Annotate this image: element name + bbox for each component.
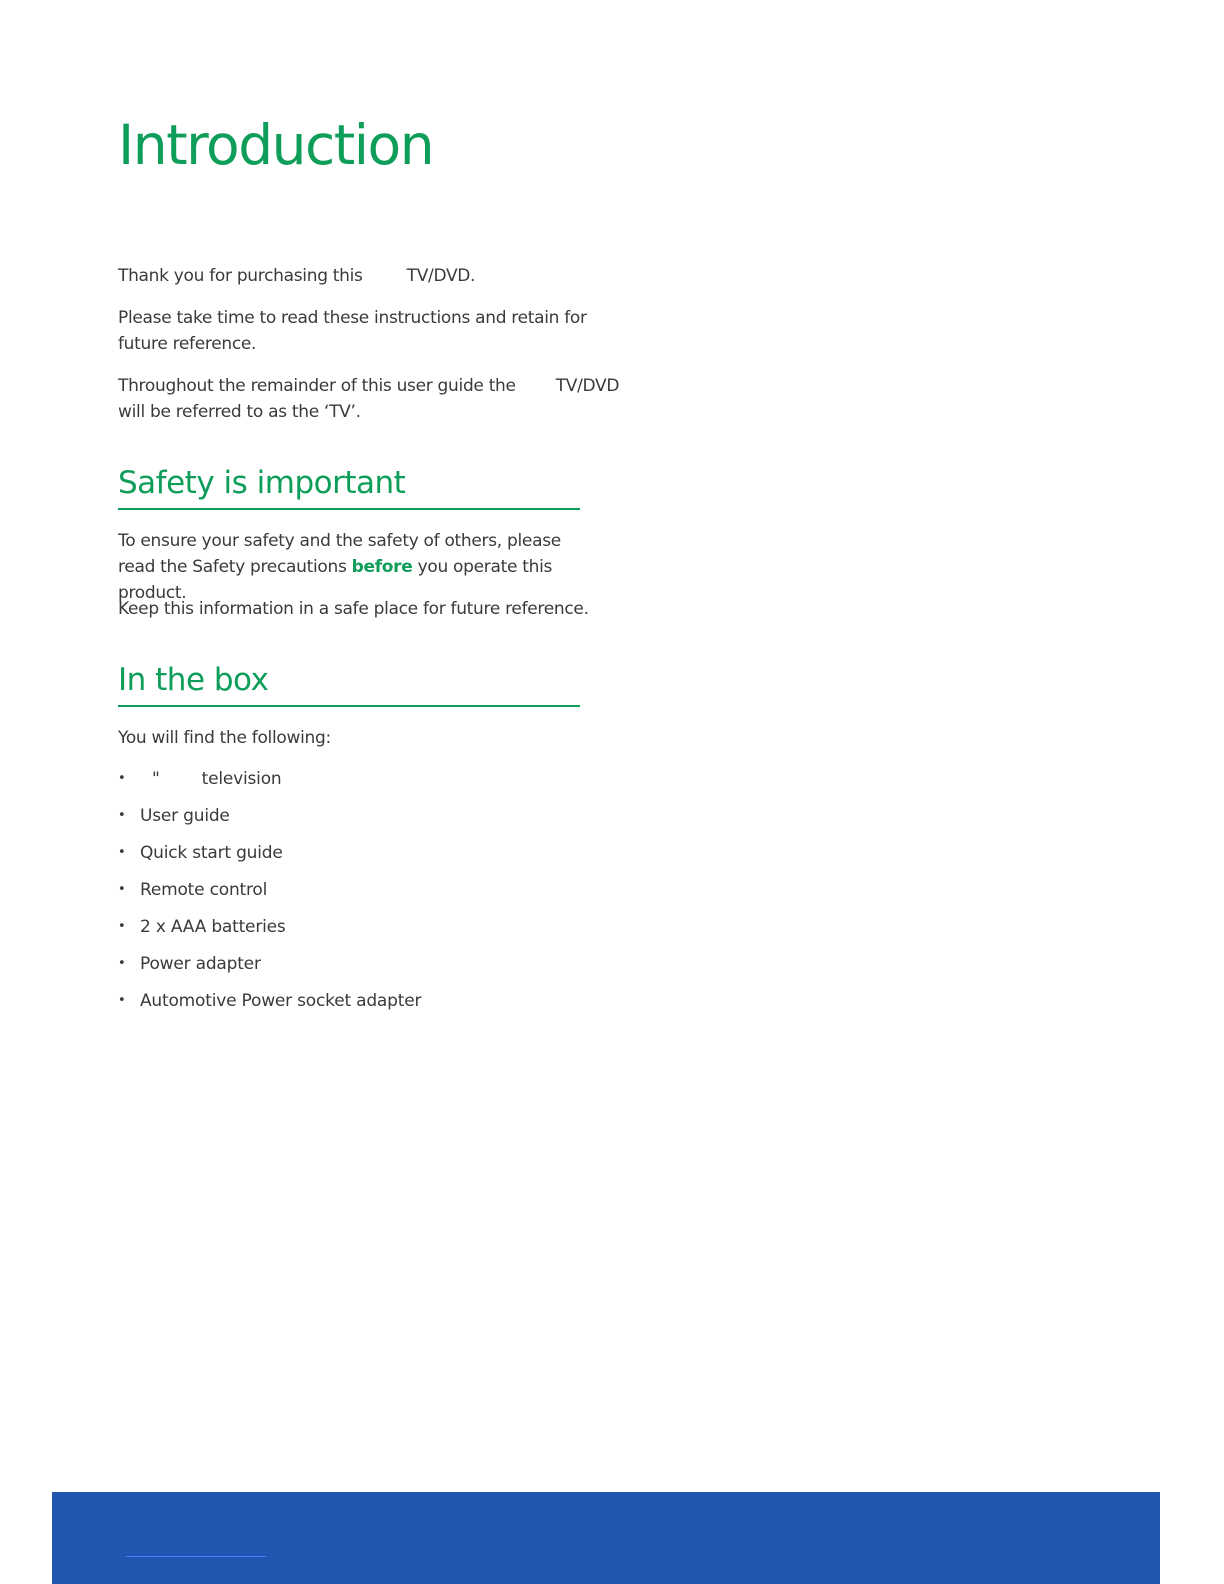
safety-paragraph: [118, 528, 588, 606]
intro-naming-text: Throughout the remainder of this user guide the: [118, 376, 516, 396]
list-item: [118, 840, 421, 877]
intro-thanks: [118, 263, 638, 289]
page-title: Introduction: [118, 113, 434, 177]
list-item-label: Remote control: [140, 880, 268, 900]
bullet-icon: •: [118, 993, 126, 1008]
list-item-television: [118, 766, 421, 803]
safety-heading: Safety is important: [118, 464, 580, 510]
list-item-label: 2 x AAA batteries: [140, 917, 286, 937]
safety-text-end: you operate this product.: [118, 557, 553, 603]
intro-naming-product: TV/DVD will be referred to as the ‘TV’.: [118, 376, 620, 422]
safety-text: To ensure your safety and the safety of others, please read the Safety precautions: [118, 531, 561, 577]
list-item: [118, 951, 421, 988]
tv-label: television: [201, 769, 282, 789]
bullet-icon: •: [118, 771, 126, 786]
bullet-icon: •: [118, 956, 126, 971]
bullet-icon: •: [118, 882, 126, 897]
list-item: [118, 877, 421, 914]
safety-keep-info: Keep this information in a safe place for future reference.: [118, 599, 589, 619]
intro-product: TV/DVD.: [406, 266, 476, 286]
box-intro: You will find the following:: [118, 728, 331, 748]
list-item-label: Automotive Power socket adapter: [140, 991, 422, 1011]
bullet-icon: •: [118, 845, 126, 860]
list-item-label: Quick start guide: [140, 843, 283, 863]
box-contents-list: [118, 766, 421, 1025]
box-heading: In the box: [118, 661, 580, 707]
bullet-icon: •: [118, 808, 126, 823]
list-item: [118, 988, 421, 1025]
footer-link-underline[interactable]: [126, 1556, 266, 1557]
list-item: [118, 914, 421, 951]
list-item-label: User guide: [140, 806, 230, 826]
list-item-label: Power adapter: [140, 954, 261, 974]
intro-naming-note: [118, 373, 638, 425]
footer-band: [52, 1492, 1160, 1584]
safety-before-emphasis: before: [351, 557, 413, 577]
bullet-icon: •: [118, 919, 126, 934]
tv-size-quote: ": [152, 769, 160, 789]
intro-read-instructions: Please take time to read these instructions and retain for future reference.: [118, 308, 587, 354]
intro-thanks-text: Thank you for purchasing this: [118, 266, 363, 286]
list-item: [118, 803, 421, 840]
